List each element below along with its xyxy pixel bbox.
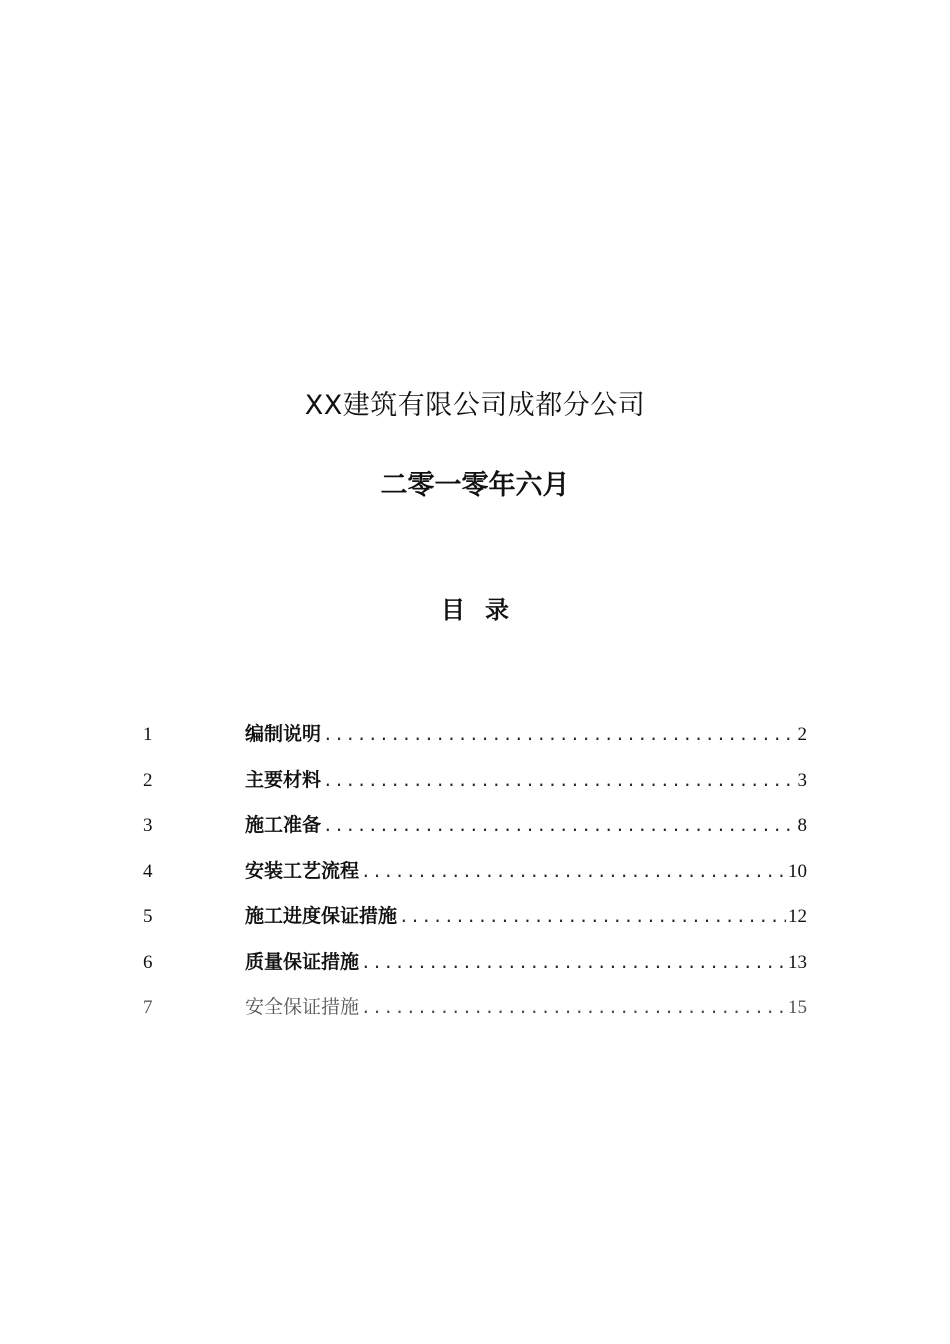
toc-leader-dots [361, 990, 786, 1026]
toc-leader-dots [323, 763, 795, 799]
toc-entry-page: 12 [788, 906, 807, 927]
toc-leader-dots [323, 717, 795, 753]
toc-entry-label: 施工准备 [245, 814, 322, 836]
toc-entry-label: 安装工艺流程 [245, 859, 360, 882]
company-name: XX建筑有限公司成都分公司 [304, 390, 646, 421]
toc-leader-dots [361, 854, 786, 890]
toc-entry-number: 6 [143, 951, 153, 973]
toc-entry-number: 7 [143, 997, 153, 1018]
toc-title-right: 录 [485, 596, 509, 624]
toc-title-left: 目 [441, 596, 465, 624]
table-of-contents [143, 716, 807, 1035]
toc-entry-label: 施工进度保证措施 [245, 905, 398, 927]
toc-entry-1[interactable] [143, 716, 807, 762]
toc-entry-page: 10 [788, 860, 807, 882]
toc-entry-3[interactable] [143, 807, 807, 853]
toc-entry-page: 3 [797, 769, 807, 791]
toc-entry-page: 13 [788, 951, 807, 973]
toc-leader-dots [323, 808, 795, 844]
toc-title [0, 592, 950, 628]
toc-leader-dots [361, 945, 786, 981]
toc-entry-number: 3 [143, 815, 153, 836]
toc-entry-label: 编制说明 [245, 723, 322, 745]
toc-leader-dots [399, 899, 786, 935]
toc-entry-number: 2 [143, 769, 153, 791]
document-date: 二零一零年六月 [380, 470, 570, 501]
toc-entry-label: 主要材料 [245, 768, 322, 791]
toc-entry-number: 5 [143, 906, 153, 927]
toc-entry-4[interactable] [143, 853, 807, 899]
toc-entry-5[interactable] [143, 898, 807, 944]
toc-entry-label: 安全保证措施 [245, 996, 360, 1018]
toc-entry-label: 质量保证措施 [245, 950, 360, 973]
toc-entry-2[interactable] [143, 762, 807, 808]
toc-entry-number: 1 [143, 724, 153, 745]
toc-entry-7[interactable] [143, 989, 807, 1035]
toc-entry-6[interactable] [143, 944, 807, 990]
toc-entry-page: 2 [797, 724, 807, 745]
toc-entry-page: 8 [797, 815, 807, 836]
toc-entry-page: 15 [788, 997, 807, 1018]
toc-entry-number: 4 [143, 860, 153, 882]
